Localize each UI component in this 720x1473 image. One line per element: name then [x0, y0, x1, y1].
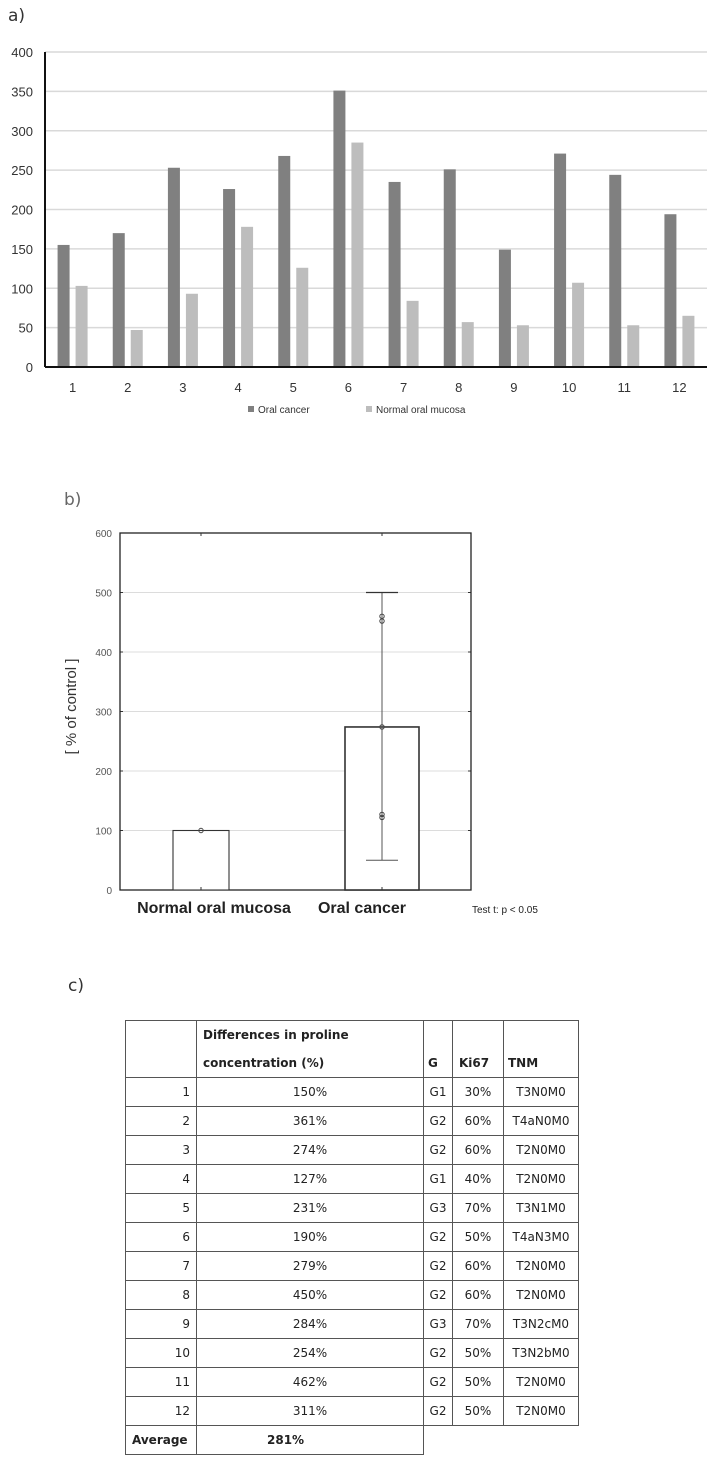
bar-normal-mucosa — [682, 316, 694, 367]
bar-normal-mucosa — [572, 283, 584, 367]
cell-g: G2 — [424, 1107, 453, 1136]
cell-g: G1 — [424, 1078, 453, 1107]
cell-ki67: 50% — [453, 1368, 504, 1397]
cell-tnm: T3N0M0 — [504, 1078, 579, 1107]
cell-n: 2 — [126, 1107, 197, 1136]
table-row — [126, 1223, 579, 1252]
cell-g: G2 — [424, 1281, 453, 1310]
y-tick-label: 500 — [95, 588, 112, 600]
cell-tnm: T2N0M0 — [504, 1368, 579, 1397]
cell-diff: 231% — [197, 1194, 424, 1223]
table-row — [126, 1194, 579, 1223]
legend-swatch — [366, 406, 372, 412]
table-row — [126, 1165, 579, 1194]
x-tick-label: 2 — [124, 380, 132, 395]
cell-ki67: 60% — [453, 1252, 504, 1281]
cell-diff: 274% — [197, 1136, 424, 1165]
bar-oral-cancer — [58, 245, 70, 367]
header-ki67: Ki67 — [453, 1021, 504, 1078]
footer-average: 281% — [197, 1426, 424, 1455]
table-row — [126, 1397, 579, 1426]
panel-label-c: c) — [68, 976, 84, 996]
table-row — [126, 1136, 579, 1165]
header-diff-line2: concentration (%) — [203, 1056, 325, 1070]
header-diff — [197, 1021, 424, 1078]
legend-label: Oral cancer — [258, 405, 310, 416]
table-row — [126, 1252, 579, 1281]
bar-oral-cancer — [223, 189, 235, 367]
bar-oral-cancer — [168, 168, 180, 367]
significance-annotation: Test t: p < 0.05 — [472, 905, 538, 916]
y-tick-label: 300 — [95, 707, 112, 719]
y-tick-label: 50 — [18, 320, 33, 336]
bar-normal-mucosa — [186, 294, 198, 367]
x-tick-label: 6 — [344, 380, 353, 395]
cell-tnm: T2N0M0 — [504, 1281, 579, 1310]
cell-tnm: T3N1M0 — [504, 1194, 579, 1223]
cell-tnm: T4aN3M0 — [504, 1223, 579, 1252]
cell-diff: 462% — [197, 1368, 424, 1397]
x-tick-label: 3 — [179, 380, 187, 395]
cell-n: 5 — [126, 1194, 197, 1223]
cell-diff: 311% — [197, 1397, 424, 1426]
cell-ki67: 40% — [453, 1165, 504, 1194]
chart-b-bar-errorbar — [0, 500, 720, 940]
empty-cell — [504, 1426, 579, 1455]
legend-item-oral-cancer — [248, 405, 310, 416]
table-row — [126, 1339, 579, 1368]
x-tick-label: 4 — [234, 380, 242, 395]
header-tnm: TNM — [504, 1021, 579, 1078]
legend-label: Normal oral mucosa — [376, 405, 466, 416]
cell-diff: 127% — [197, 1165, 424, 1194]
cell-n: 1 — [126, 1078, 197, 1107]
cell-n: 4 — [126, 1165, 197, 1194]
cell-n: 8 — [126, 1281, 197, 1310]
cell-n: 7 — [126, 1252, 197, 1281]
bar-normal-mucosa — [462, 322, 474, 367]
bar-oral-cancer — [389, 182, 401, 367]
cell-ki67: 60% — [453, 1281, 504, 1310]
cell-n: 3 — [126, 1136, 197, 1165]
y-axis-label: [ % of control ] — [63, 658, 80, 755]
cell-g: G1 — [424, 1165, 453, 1194]
y-tick-label: 200 — [11, 202, 33, 218]
bar-oral-cancer — [113, 233, 125, 367]
bar-oral-cancer — [664, 214, 676, 367]
table-row — [126, 1310, 579, 1339]
bar-normal-mucosa — [517, 325, 529, 367]
bar-normal-mucosa — [627, 325, 639, 367]
table-row — [126, 1107, 579, 1136]
legend-item-normal-mucosa — [366, 405, 466, 416]
x-tick-label: 1 — [68, 380, 77, 395]
table-row — [126, 1368, 579, 1397]
bar-normal-mucosa — [296, 268, 308, 367]
x-tick-label: 10 — [561, 380, 577, 395]
empty-cell — [424, 1426, 453, 1455]
bar-normal-mucosa — [76, 286, 88, 367]
y-tick-label: 350 — [11, 84, 33, 100]
bar-oral-cancer — [444, 169, 456, 367]
y-tick-label: 300 — [11, 123, 33, 139]
table-footer-row — [126, 1426, 579, 1455]
cell-diff: 279% — [197, 1252, 424, 1281]
panel-label-b: b) — [64, 490, 82, 510]
table-row — [126, 1281, 579, 1310]
cell-diff: 450% — [197, 1281, 424, 1310]
x-category-label: Oral cancer — [317, 900, 407, 917]
table-header-row — [126, 1021, 579, 1078]
cell-diff: 284% — [197, 1310, 424, 1339]
y-tick-label: 0 — [25, 360, 33, 375]
cell-g: G2 — [424, 1136, 453, 1165]
bar-oral-cancer — [278, 156, 290, 367]
cell-diff: 254% — [197, 1339, 424, 1368]
cell-ki67: 50% — [453, 1339, 504, 1368]
cell-n: 6 — [126, 1223, 197, 1252]
y-tick-label: 100 — [95, 826, 112, 838]
legend-swatch — [248, 406, 254, 412]
cell-g: G2 — [424, 1223, 453, 1252]
cell-diff: 150% — [197, 1078, 424, 1107]
cell-n: 9 — [126, 1310, 197, 1339]
cell-n: 10 — [126, 1339, 197, 1368]
y-tick-label: 400 — [11, 45, 33, 60]
cell-tnm: T3N2cM0 — [504, 1310, 579, 1339]
bar-oral-cancer — [499, 250, 511, 367]
cell-g: G3 — [424, 1310, 453, 1339]
chart-a-grouped-bar — [0, 30, 720, 430]
cell-g: G3 — [424, 1194, 453, 1223]
header-g: G — [424, 1021, 453, 1078]
bar-normal-mucosa — [241, 227, 253, 367]
empty-cell — [453, 1426, 504, 1455]
x-tick-label: 5 — [289, 380, 297, 395]
cell-n: 12 — [126, 1397, 197, 1426]
cell-diff: 190% — [197, 1223, 424, 1252]
cell-tnm: T2N0M0 — [504, 1252, 579, 1281]
bar-oral-cancer — [554, 154, 566, 367]
y-tick-label: 150 — [11, 241, 33, 257]
table-row — [126, 1078, 579, 1107]
bar-normal-mucosa — [407, 301, 419, 367]
cell-ki67: 70% — [453, 1194, 504, 1223]
y-tick-label: 600 — [95, 529, 112, 540]
cell-ki67: 60% — [453, 1107, 504, 1136]
cell-tnm: T2N0M0 — [504, 1165, 579, 1194]
header-index — [126, 1021, 197, 1078]
cell-diff: 361% — [197, 1107, 424, 1136]
cell-g: G2 — [424, 1252, 453, 1281]
cell-g: G2 — [424, 1368, 453, 1397]
proline-table — [125, 1020, 579, 1455]
cell-g: G2 — [424, 1397, 453, 1426]
y-tick-label: 400 — [95, 648, 112, 659]
bar-oral-cancer — [609, 175, 621, 367]
x-tick-label: 8 — [455, 380, 463, 395]
x-tick-label: 7 — [399, 380, 408, 395]
cell-ki67: 70% — [453, 1310, 504, 1339]
cell-tnm: T2N0M0 — [504, 1136, 579, 1165]
cell-ki67: 60% — [453, 1136, 504, 1165]
x-tick-label: 11 — [617, 380, 631, 395]
bar-oral-cancer — [333, 91, 345, 367]
panel-label-a: a) — [8, 6, 26, 26]
x-tick-label: 9 — [510, 380, 518, 395]
cell-g: G2 — [424, 1339, 453, 1368]
cell-ki67: 50% — [453, 1223, 504, 1252]
x-tick-label: 12 — [672, 380, 687, 395]
header-diff-line1: Differences in proline — [203, 1028, 349, 1042]
bar-normal-mucosa — [173, 831, 229, 891]
y-tick-label: 0 — [106, 886, 112, 897]
y-tick-label: 100 — [11, 281, 33, 297]
cell-tnm: T3N2bM0 — [504, 1339, 579, 1368]
y-tick-label: 250 — [11, 163, 33, 179]
bar-normal-mucosa — [351, 143, 363, 367]
cell-n: 11 — [126, 1368, 197, 1397]
cell-tnm: T4aN0M0 — [504, 1107, 579, 1136]
cell-ki67: 30% — [453, 1078, 504, 1107]
y-tick-label: 200 — [95, 767, 112, 778]
footer-label: Average — [126, 1426, 197, 1455]
x-category-label: Normal oral mucosa — [137, 900, 291, 917]
cell-tnm: T2N0M0 — [504, 1397, 579, 1426]
cell-ki67: 50% — [453, 1397, 504, 1426]
bar-normal-mucosa — [131, 330, 143, 367]
